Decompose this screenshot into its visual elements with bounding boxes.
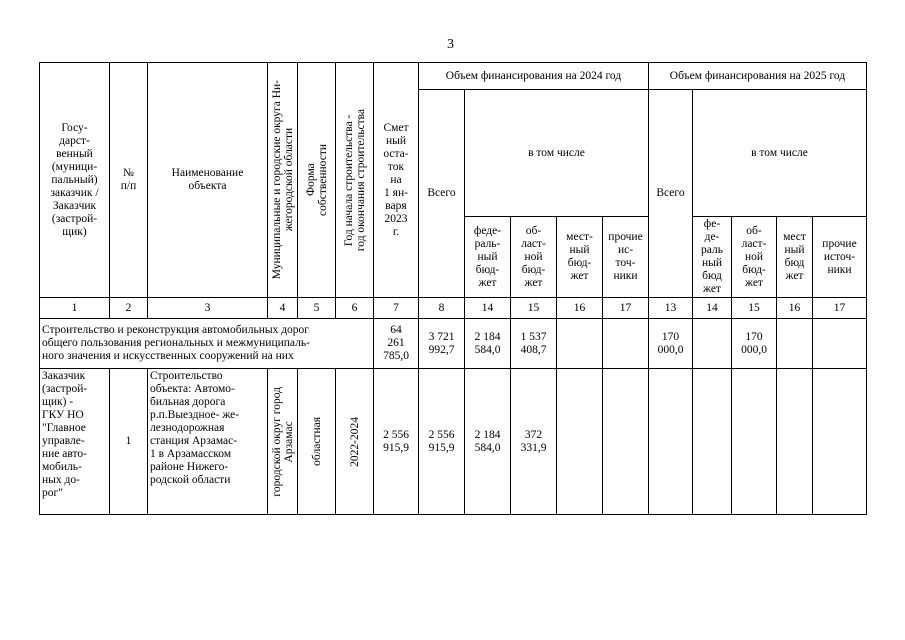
row-other-2025 — [813, 369, 867, 515]
column-number: 4 — [268, 298, 298, 319]
section-federal-2024: 2 184 584,0 — [465, 319, 511, 369]
header-object-name: Наименование объекта — [148, 63, 268, 298]
column-number-row — [40, 298, 867, 319]
row-federal-2025 — [693, 369, 732, 515]
row-federal-2024: 2 184 584,0 — [465, 369, 511, 515]
header-local-2024: мест- ный бюд- жет — [557, 217, 603, 298]
section-other-2024 — [603, 319, 649, 369]
header-estimated-balance: Смет ный оста- ток на 1 ян- варя 2023 г. — [374, 63, 419, 298]
column-number: 1 — [40, 298, 110, 319]
header-fin-2024: Объем финансирования на 2024 год — [419, 63, 649, 90]
section-total-2025: 170 000,0 — [649, 319, 693, 369]
column-number: 7 — [374, 298, 419, 319]
header-local-2025: мест ный бюд жет — [777, 217, 813, 298]
header-other-2025: прочие источ- ники — [813, 217, 867, 298]
column-number: 16 — [557, 298, 603, 319]
column-number: 5 — [298, 298, 336, 319]
header-years-text: Год начала строительства - год окончания строительства — [342, 108, 367, 252]
row-municipality-text: городской округ город Арзамас — [270, 386, 295, 497]
row-total-2025 — [649, 369, 693, 515]
column-number: 8 — [419, 298, 465, 319]
section-row — [40, 319, 867, 369]
row-ownership-text: областная — [310, 417, 323, 466]
header-total-2024: Всего — [419, 90, 465, 298]
header-municipality — [268, 63, 298, 298]
column-number: 15 — [732, 298, 777, 319]
column-number: 14 — [465, 298, 511, 319]
section-local-2025 — [777, 319, 813, 369]
column-number: 3 — [148, 298, 268, 319]
financing-table — [39, 62, 867, 515]
section-regional-2024: 1 537 408,7 — [511, 319, 557, 369]
header-ownership-text: Форма собственности — [304, 144, 329, 216]
column-number: 16 — [777, 298, 813, 319]
column-number: 13 — [649, 298, 693, 319]
row-ownership — [298, 369, 336, 515]
header-other-2024: прочие ис- точ- ники — [603, 217, 649, 298]
row-total-2024: 2 556 915,9 — [419, 369, 465, 515]
row-num: 1 — [110, 369, 148, 515]
row-customer: Заказчик (застрой- щик) - ГКУ НО "Главное управле- ние авто- мобиль- ных до- рог" — [40, 369, 110, 515]
page-number: 3 — [447, 37, 454, 52]
section-other-2025 — [813, 319, 867, 369]
column-number: 17 — [813, 298, 867, 319]
section-federal-2025 — [693, 319, 732, 369]
header-regional-2024: об- ласт- ной бюд- жет — [511, 217, 557, 298]
row-object-name: Строительство объекта: Автомо- бильная дорога р.п.Выездное- же- лезнодорожная станция Арзамас- 1 в Арзамасском районе Нижего- родской области — [148, 369, 268, 515]
row-local-2025 — [777, 369, 813, 515]
header-total-2025: Всего — [649, 90, 693, 298]
header-including-2024: в том числе — [465, 90, 649, 217]
header-fin-2025: Объем финансирования на 2025 год — [649, 63, 867, 90]
header-federal-2025: фе- де- раль ный бюд жет — [693, 217, 732, 298]
header-including-2025: в том числе — [693, 90, 867, 217]
section-regional-2025: 170 000,0 — [732, 319, 777, 369]
row-local-2024 — [557, 369, 603, 515]
row-municipality — [268, 369, 298, 515]
column-number: 6 — [336, 298, 374, 319]
section-title: Строительство и реконструкция автомобильных дорог общего пользования региональных и межмуниципаль- ного значения и искусственных сооружений на них — [40, 319, 374, 369]
row-years-text: 2022-2024 — [348, 416, 361, 467]
header-municipality-text: Муниципальные и городские округа Ни- жегородской области — [270, 80, 295, 280]
section-balance: 64 261 785,0 — [374, 319, 419, 369]
header-ownership — [298, 63, 336, 298]
column-number: 14 — [693, 298, 732, 319]
column-number: 17 — [603, 298, 649, 319]
header-customer: Госу- дарст- венный (муници- пальный) заказчик / Заказчик (застрой- щик) — [40, 63, 110, 298]
section-total-2024: 3 721 992,7 — [419, 319, 465, 369]
header-years — [336, 63, 374, 298]
section-local-2024 — [557, 319, 603, 369]
table-row — [40, 369, 867, 515]
row-years — [336, 369, 374, 515]
column-number: 15 — [511, 298, 557, 319]
column-number: 2 — [110, 298, 148, 319]
header-regional-2025: об- ласт- ной бюд- жет — [732, 217, 777, 298]
header-federal-2024: феде- раль- ный бюд- жет — [465, 217, 511, 298]
header-row-1 — [40, 63, 867, 90]
row-regional-2024: 372 331,9 — [511, 369, 557, 515]
row-regional-2025 — [732, 369, 777, 515]
row-other-2024 — [603, 369, 649, 515]
header-num: № п/п — [110, 63, 148, 298]
row-balance: 2 556 915,9 — [374, 369, 419, 515]
